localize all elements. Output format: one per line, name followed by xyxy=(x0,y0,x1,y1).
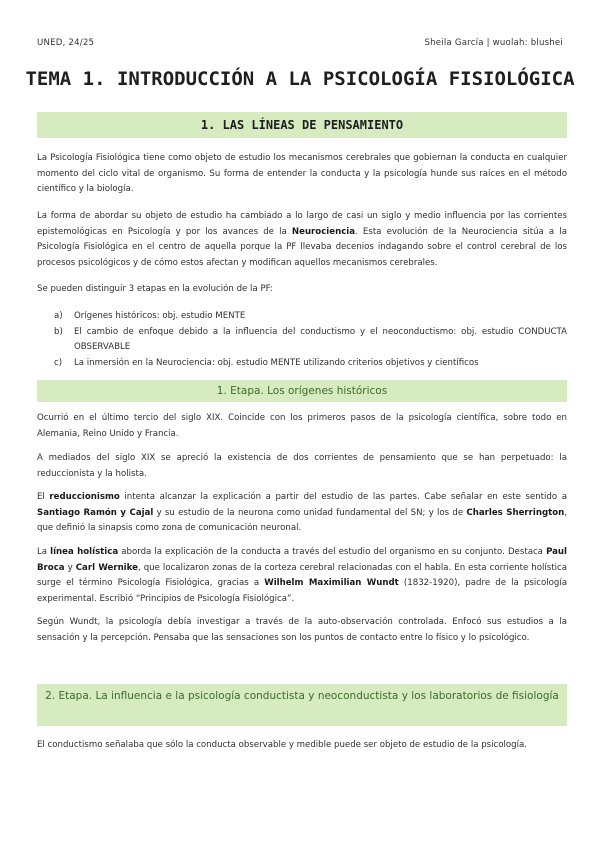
stage1-paragraph-3 xyxy=(37,490,567,537)
bold-term: reduccionismo xyxy=(49,492,120,502)
bold-name: Wilhelm Maximilian Wundt xyxy=(264,578,399,588)
text-run: . Esta evolución de la Neurociencia sitúa a la Psicología Fisiológica en el centro de aquella porque la PF llevaba decenios indagando sobre el control cerebral de los procesos psicológicos y de cómo estos afectan y modifican aquellos mecanismos cerebrales. xyxy=(37,226,567,268)
intro-paragraph-1: La Psicología Fisiológica tiene como objeto de estudio los mecanismos cerebrales que gobiernan la conducta en cualquier momento del ciclo vital de organismo. Su forma de entender la conducta y la psicología hunde sus raíces en el método científico y la biología. xyxy=(37,153,567,194)
list-item xyxy=(54,356,567,372)
list-item-text: La inmersión en la Neurociencia: obj. estudio MENTE utilizando criterios objetivos y científicos xyxy=(74,357,479,368)
text-run: (1832-1920), padre de la psicología experimental. Escribió “Principios de Psicología Fisiológica”. xyxy=(37,578,567,604)
text-run: intenta alcanzar la explicación a partir del estudio de las partes. Cabe señalar en este sentido a xyxy=(119,492,567,502)
section-heading-stage-2: 2. Etapa. La influencia e la psicología conductista y neoconductista y los laboratorios de fisiología xyxy=(37,684,567,726)
bold-term: línea holística xyxy=(50,547,119,557)
list-item xyxy=(54,309,567,325)
intro-paragraph-3: Se pueden distinguir 3 etapas en la evolución de la PF: xyxy=(37,284,273,294)
bold-name: Charles Sherrington xyxy=(466,507,565,518)
text-run: , que definió la sinapsis como zona de comunicación neuronal. xyxy=(37,507,567,533)
list-item xyxy=(54,325,567,356)
bold-name: Santiago Ramón y Cajal xyxy=(37,507,154,518)
stage1-paragraph-5: Según Wundt, la psicología debía investigar a través de la auto-observación controlada. Enfocó sus estudios a la sensación y la percepción. Pensaba que las sensaciones son los puntos de contacto entre lo físico y lo psicológico. xyxy=(37,617,567,643)
text-run: aborda la explicación de la conducta a través del estudio del organismo en su conjunto. Destaca xyxy=(118,547,547,557)
bold-name: Paul Broca xyxy=(37,547,567,573)
stage1-paragraph-1: Ocurrió en el último tercio del siglo XIX. Coincide con los primeros pasos de la psicología científica, sobre todo en Alemania, Reino Unido y Francia. xyxy=(37,413,567,439)
list-marker: b) xyxy=(54,326,63,337)
list-marker: c) xyxy=(54,357,63,368)
stages-list xyxy=(54,309,567,371)
list-item-text: Orígenes históricos: obj. estudio MENTE xyxy=(74,311,246,321)
page-title: TEMA 1. INTRODUCCIÓN A LA PSICOLOGÍA FISIOLÓGICA xyxy=(25,68,575,90)
section-heading-main: 1. LAS LÍNEAS DE PENSAMIENTO xyxy=(37,112,567,138)
text-run: La xyxy=(37,547,51,557)
stage1-paragraph-2: A mediados del siglo XIX se apreció la existencia de dos corrientes de pensamiento que se han perpetuado: la reduccionista y la holista. xyxy=(37,453,567,479)
intro-paragraph-2 xyxy=(37,209,567,271)
bold-term: Neurociencia xyxy=(291,226,356,237)
text-run: , que localizaron zonas de la corteza cerebral relacionadas con el habla. En esta corriente holística surge el término Psicología Fisiológica, gracias a xyxy=(37,562,567,588)
bold-name: Carl Wernike xyxy=(75,562,138,573)
text-run: El xyxy=(37,492,50,502)
author-label: Sheila García | wuolah: blushei xyxy=(424,38,563,48)
text-run: y su estudio de la neurona como unidad fundamental del SN; y los de xyxy=(153,507,467,518)
course-label: UNED, 24/25 xyxy=(37,38,95,48)
section-heading-stage-1: 1. Etapa. Los orígenes históricos xyxy=(37,380,567,402)
list-item-text: El cambio de enfoque debido a la influencia del conductismo y el neoconductismo: obj. estudio CONDUCTA OBSERVABLE xyxy=(74,326,567,352)
text-run: y xyxy=(64,562,76,573)
stage1-paragraph-4 xyxy=(37,545,567,607)
text-run: La forma de abordar su objeto de estudio ha cambiado a lo largo de casi un siglo y medio influencia por las corrientes epistemológicas en Psicología y por los avances de la xyxy=(37,211,567,237)
list-marker: a) xyxy=(54,311,63,321)
stage2-paragraph-1: El conductismo señalaba que sólo la conducta observable y medible puede ser objeto de estudio de la psicología. xyxy=(37,740,528,750)
